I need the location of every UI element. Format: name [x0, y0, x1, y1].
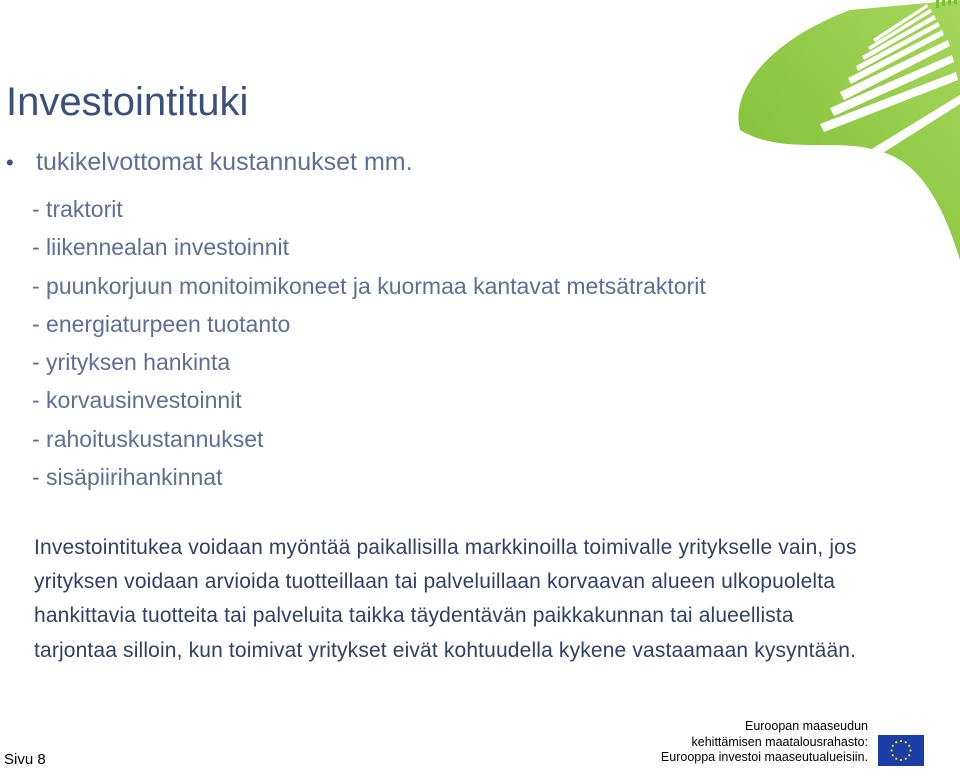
dash-list	[32, 190, 706, 496]
list-item: - sisäpiirihankinnat	[32, 464, 223, 491]
eu-star-icon	[900, 759, 902, 761]
list-item: - rahoituskustannukset	[32, 425, 264, 452]
eu-star-icon	[909, 749, 911, 751]
eu-star-icon	[890, 749, 892, 751]
list-item: - traktorit	[32, 196, 123, 222]
eu-star-icon	[892, 745, 894, 747]
fern-leaf-icon	[710, 0, 960, 260]
list-item: - korvausinvestoinnit	[32, 387, 242, 414]
eu-line: kehittämisen maatalousrahasto:	[691, 734, 868, 749]
bullet-text: tukikelvottomat kustannukset mm.	[36, 148, 413, 176]
bullet-dot-icon: •	[6, 150, 14, 175]
eu-star-icon	[908, 745, 910, 747]
eu-star-icon	[895, 741, 897, 743]
eu-star-icon	[892, 754, 894, 756]
page-number: Sivu 8	[4, 751, 46, 768]
list-item: - liikennealan investoinnit	[32, 234, 289, 261]
eu-funding-text	[661, 719, 868, 766]
eu-star-icon	[905, 741, 907, 743]
list-item: - puunkorjuun monitoimikoneet ja kuormaa kantavat metsätraktorit	[32, 272, 706, 299]
eu-flag-icon	[878, 735, 924, 766]
eu-line: Euroopan maaseudun	[744, 719, 868, 733]
eu-star-icon	[908, 754, 910, 756]
body-paragraph: Investointitukea voidaan myöntää paikallisilla markkinoilla toimivalle yritykselle vain, jos yrityksen voidaan arvioida tuotteillaan tai palveluillaan korvaavan alueen ulkopuolelta hankittavia tuotteita tai palveluita taikka täydentävän paikkakunnan tai alueellista tarjontaa silloin, kun toimivat yritykset eivät kohtuudella kykene vastaamaan kysyntään.	[34, 536, 857, 662]
eu-line: Eurooppa investoi maaseutualueisiin.	[660, 750, 868, 764]
eu-star-icon	[905, 758, 907, 760]
eu-star-icon	[895, 758, 897, 760]
slide-title: Investointituki	[6, 80, 249, 124]
bullet-item	[6, 148, 413, 177]
list-item: - energiaturpeen tuotanto	[32, 310, 291, 337]
list-item: - yrityksen hankinta	[32, 349, 231, 376]
eu-star-icon	[900, 740, 902, 742]
